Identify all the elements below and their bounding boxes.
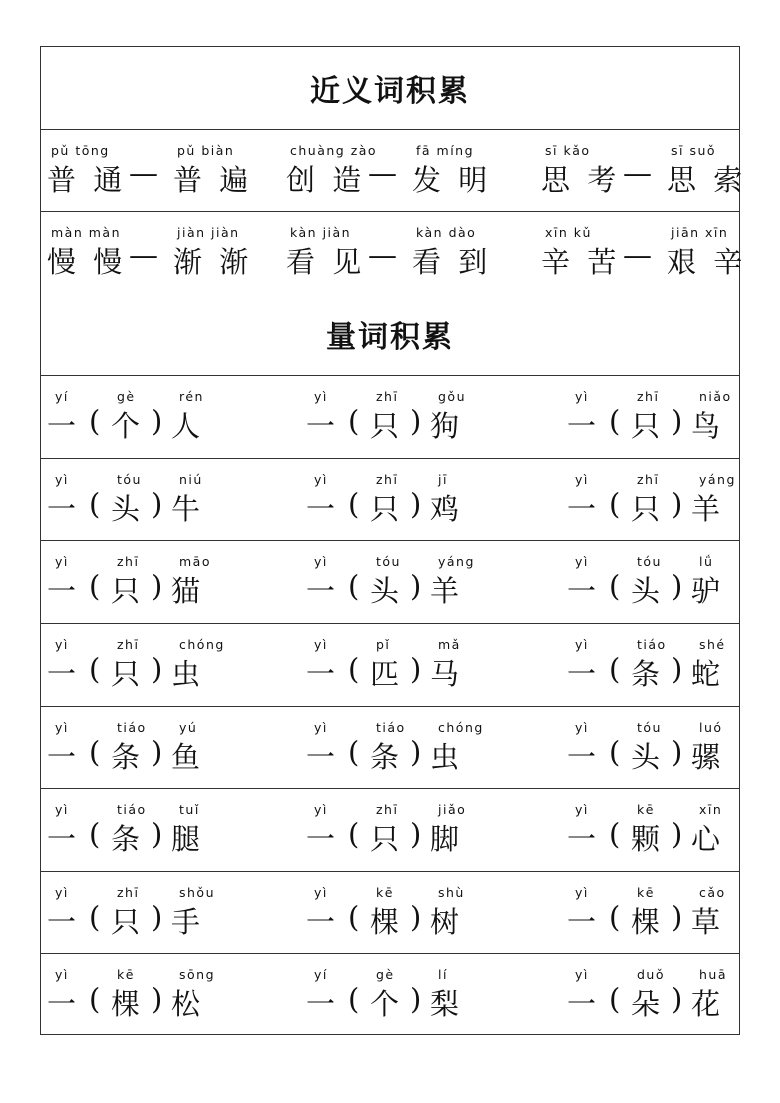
dash: — [368, 155, 397, 190]
word-a: 看 见 [286, 244, 366, 279]
measure-word-row [41, 541, 739, 624]
pinyin-noun: niǎo [699, 389, 732, 405]
pinyin-measure: gè [117, 389, 136, 405]
pinyin-noun: huā [699, 967, 728, 983]
measure-word-item [306, 872, 486, 954]
pinyin-a: xīn kǔ [545, 224, 592, 240]
number-char: 一 [567, 822, 601, 857]
number-char: 一 [47, 739, 81, 774]
pinyin-noun: shù [438, 884, 465, 900]
pinyin-b: pǔ biàn [177, 142, 235, 158]
number-char: 一 [47, 987, 81, 1022]
noun-char: 骡 [691, 739, 725, 774]
measure-words-title-row [41, 294, 739, 377]
open-paren: ( [609, 569, 625, 604]
measure-word-row [41, 872, 739, 955]
measure-word-item [306, 707, 486, 789]
measure-word: 条 [111, 739, 145, 774]
pinyin-number: yì [575, 802, 589, 818]
synonym-pair [286, 130, 492, 211]
measure-word: 头 [631, 739, 665, 774]
pinyin-b: jiàn jiàn [177, 224, 240, 240]
close-paren: ) [671, 404, 687, 439]
pinyin-number: yì [575, 554, 589, 570]
measure-word-item [306, 459, 486, 541]
close-paren: ) [671, 486, 687, 521]
number-char: 一 [47, 904, 81, 939]
pinyin-number: yì [55, 967, 69, 983]
synonym-pair [47, 130, 253, 211]
pinyin-measure: tiáo [117, 802, 147, 818]
measure-word: 棵 [370, 904, 404, 939]
word-a: 慢 慢 [47, 244, 127, 279]
word-b: 艰 辛 [667, 244, 747, 279]
number-char: 一 [567, 739, 601, 774]
word-a: 辛 苦 [541, 244, 621, 279]
pinyin-noun: cǎo [699, 884, 726, 900]
pinyin-measure: tóu [637, 554, 662, 570]
measure-word-row [41, 376, 739, 459]
open-paren: ( [348, 486, 364, 521]
number-char: 一 [567, 904, 601, 939]
close-paren: ) [151, 734, 167, 769]
synonym-pair [47, 212, 253, 294]
open-paren: ( [609, 404, 625, 439]
pinyin-noun: yáng [699, 471, 736, 487]
word-b: 普 遍 [173, 162, 253, 197]
number-char: 一 [567, 409, 601, 444]
pinyin-measure: kē [117, 967, 135, 983]
pinyin-number: yì [55, 554, 69, 570]
pinyin-noun: tuǐ [179, 802, 200, 818]
noun-char: 狗 [430, 409, 464, 444]
noun-char: 驴 [691, 574, 725, 609]
open-paren: ( [89, 651, 105, 686]
pinyin-measure: pǐ [376, 636, 391, 652]
close-paren: ) [151, 486, 167, 521]
number-char: 一 [47, 574, 81, 609]
noun-char: 鱼 [171, 739, 205, 774]
pinyin-measure: tiáo [376, 719, 406, 735]
pinyin-measure: zhī [637, 471, 660, 487]
pinyin-number: yì [575, 389, 589, 405]
pinyin-measure: tóu [637, 719, 662, 735]
measure-word: 棵 [631, 904, 665, 939]
noun-char: 草 [691, 904, 725, 939]
pinyin-noun: luó [699, 719, 723, 735]
measure-word-item [47, 459, 227, 541]
number-char: 一 [306, 987, 340, 1022]
measure-word-row [41, 707, 739, 790]
open-paren: ( [348, 899, 364, 934]
measure-word-item [567, 789, 747, 871]
close-paren: ) [671, 651, 687, 686]
measure-word-item [306, 789, 486, 871]
pinyin-number: yì [55, 802, 69, 818]
open-paren: ( [89, 569, 105, 604]
open-paren: ( [609, 651, 625, 686]
close-paren: ) [410, 569, 426, 604]
pinyin-b: jiān xīn [671, 224, 729, 240]
measure-word-item [567, 376, 747, 458]
word-b: 渐 渐 [173, 244, 253, 279]
pinyin-noun: mǎ [438, 636, 461, 652]
synonym-pair [541, 212, 747, 294]
pinyin-measure: tóu [117, 471, 142, 487]
open-paren: ( [89, 734, 105, 769]
open-paren: ( [348, 404, 364, 439]
open-paren: ( [348, 982, 364, 1017]
measure-word: 条 [370, 739, 404, 774]
synonyms-title: 近义词积累 [310, 73, 470, 109]
open-paren: ( [609, 899, 625, 934]
pinyin-number: yì [314, 554, 328, 570]
pinyin-b: fā míng [416, 142, 475, 158]
pinyin-number: yì [575, 967, 589, 983]
number-char: 一 [567, 656, 601, 691]
noun-char: 梨 [430, 987, 464, 1022]
measure-words-title: 量词积累 [326, 320, 454, 356]
measure-word-item [567, 459, 747, 541]
pinyin-b: kàn dào [416, 224, 477, 240]
pinyin-number: yì [55, 471, 69, 487]
measure-word-item [567, 872, 747, 954]
close-paren: ) [410, 404, 426, 439]
close-paren: ) [151, 899, 167, 934]
open-paren: ( [89, 486, 105, 521]
noun-char: 虫 [171, 656, 205, 691]
pinyin-a: màn màn [51, 224, 121, 240]
pinyin-noun: yáng [438, 554, 475, 570]
dash: — [623, 237, 652, 272]
pinyin-measure: zhī [376, 389, 399, 405]
close-paren: ) [410, 982, 426, 1017]
pinyin-measure: duǒ [637, 967, 666, 983]
number-char: 一 [567, 491, 601, 526]
pinyin-measure: zhī [637, 389, 660, 405]
pinyin-number: yì [314, 471, 328, 487]
measure-word: 颗 [631, 822, 665, 857]
pinyin-noun: chóng [438, 719, 484, 735]
pinyin-number: yì [314, 802, 328, 818]
noun-char: 虫 [430, 739, 464, 774]
pinyin-number: yí [314, 967, 328, 983]
measure-word: 只 [631, 409, 665, 444]
synonym-row [41, 130, 747, 212]
pinyin-measure: zhī [117, 636, 140, 652]
measure-word-item [306, 954, 486, 1037]
measure-word: 棵 [111, 987, 145, 1022]
word-b: 思 索 [667, 162, 747, 197]
measure-word: 只 [111, 574, 145, 609]
number-char: 一 [306, 822, 340, 857]
measure-word: 只 [370, 491, 404, 526]
noun-char: 脚 [430, 822, 464, 857]
word-a: 普 通 [47, 162, 127, 197]
number-char: 一 [47, 409, 81, 444]
synonym-row [41, 212, 747, 294]
noun-char: 猫 [171, 574, 205, 609]
measure-word-item [306, 624, 486, 706]
pinyin-noun: niú [179, 471, 203, 487]
measure-word: 头 [370, 574, 404, 609]
measure-word: 只 [111, 656, 145, 691]
pinyin-noun: sōng [179, 967, 216, 983]
measure-word-item [567, 541, 747, 623]
measure-word-item [47, 707, 227, 789]
pinyin-measure: kē [376, 884, 394, 900]
noun-char: 心 [691, 822, 725, 857]
measure-word: 匹 [370, 656, 404, 691]
pinyin-measure: gè [376, 967, 395, 983]
measure-word: 只 [370, 822, 404, 857]
close-paren: ) [151, 651, 167, 686]
noun-char: 马 [430, 656, 464, 691]
pinyin-number: yì [55, 719, 69, 735]
measure-word: 个 [370, 987, 404, 1022]
open-paren: ( [89, 982, 105, 1017]
measure-word: 只 [111, 904, 145, 939]
pinyin-number: yì [314, 389, 328, 405]
measure-word: 条 [111, 822, 145, 857]
pinyin-noun: yú [179, 719, 198, 735]
pinyin-noun: shǒu [179, 884, 216, 900]
measure-word: 只 [631, 491, 665, 526]
close-paren: ) [671, 734, 687, 769]
close-paren: ) [410, 734, 426, 769]
open-paren: ( [89, 404, 105, 439]
pinyin-number: yì [314, 636, 328, 652]
pinyin-measure: zhī [117, 554, 140, 570]
number-char: 一 [306, 739, 340, 774]
pinyin-a: chuàng zào [290, 142, 378, 158]
pinyin-noun: jiǎo [438, 802, 467, 818]
pinyin-measure: zhī [117, 884, 140, 900]
pinyin-noun: gǒu [438, 389, 467, 405]
number-char: 一 [567, 987, 601, 1022]
measure-word-row [41, 459, 739, 542]
close-paren: ) [671, 569, 687, 604]
noun-char: 牛 [171, 491, 205, 526]
pinyin-b: sī suǒ [671, 142, 717, 158]
pinyin-number: yì [55, 884, 69, 900]
noun-char: 人 [171, 409, 205, 444]
pinyin-number: yì [575, 471, 589, 487]
number-char: 一 [47, 491, 81, 526]
pinyin-a: kàn jiàn [290, 224, 352, 240]
measure-word: 只 [370, 409, 404, 444]
number-char: 一 [306, 491, 340, 526]
pinyin-measure: zhī [376, 802, 399, 818]
pinyin-noun: rén [179, 389, 204, 405]
open-paren: ( [89, 817, 105, 852]
worksheet [40, 46, 747, 1035]
pinyin-measure: tiáo [117, 719, 147, 735]
noun-char: 鸟 [691, 409, 725, 444]
open-paren: ( [348, 734, 364, 769]
number-char: 一 [567, 574, 601, 609]
close-paren: ) [671, 982, 687, 1017]
close-paren: ) [410, 899, 426, 934]
number-char: 一 [306, 574, 340, 609]
close-paren: ) [151, 982, 167, 1017]
pinyin-number: yì [314, 884, 328, 900]
pinyin-measure: kē [637, 802, 655, 818]
dash: — [129, 155, 158, 190]
pinyin-number: yì [314, 719, 328, 735]
noun-char: 花 [691, 987, 725, 1022]
measure-word-item [567, 954, 747, 1037]
noun-char: 蛇 [691, 656, 725, 691]
measure-word: 朵 [631, 987, 665, 1022]
synonyms-title-row [41, 47, 739, 130]
measure-word-row [41, 624, 739, 707]
measure-word-item [567, 624, 747, 706]
noun-char: 鸡 [430, 491, 464, 526]
pinyin-a: pǔ tōng [51, 142, 110, 158]
pinyin-noun: lǘ [699, 554, 714, 570]
measure-word-item [47, 872, 227, 954]
measure-word-row [41, 954, 739, 1037]
pinyin-a: sī kǎo [545, 142, 591, 158]
measure-word-item [47, 624, 227, 706]
dash: — [129, 237, 158, 272]
number-char: 一 [47, 822, 81, 857]
pinyin-noun: xīn [699, 802, 723, 818]
measure-word-item [47, 376, 227, 458]
close-paren: ) [151, 569, 167, 604]
close-paren: ) [151, 404, 167, 439]
open-paren: ( [609, 734, 625, 769]
noun-char: 松 [171, 987, 205, 1022]
number-char: 一 [47, 656, 81, 691]
open-paren: ( [89, 899, 105, 934]
noun-char: 羊 [691, 491, 725, 526]
close-paren: ) [410, 651, 426, 686]
word-b: 看 到 [412, 244, 492, 279]
pinyin-number: yí [55, 389, 69, 405]
noun-char: 树 [430, 904, 464, 939]
pinyin-measure: tiáo [637, 636, 667, 652]
measure-word-item [47, 789, 227, 871]
close-paren: ) [151, 817, 167, 852]
pinyin-number: yì [575, 719, 589, 735]
pinyin-number: yì [55, 636, 69, 652]
measure-word: 条 [631, 656, 665, 691]
pinyin-noun: shé [699, 636, 726, 652]
dash: — [368, 237, 397, 272]
noun-char: 手 [171, 904, 205, 939]
measure-word: 个 [111, 409, 145, 444]
pinyin-number: yì [575, 636, 589, 652]
measure-word-item [306, 376, 486, 458]
pinyin-noun: lí [438, 967, 448, 983]
open-paren: ( [348, 569, 364, 604]
pinyin-noun: māo [179, 554, 211, 570]
measure-word-row [41, 789, 739, 872]
pinyin-measure: tóu [376, 554, 401, 570]
noun-char: 腿 [171, 822, 205, 857]
open-paren: ( [348, 651, 364, 686]
open-paren: ( [609, 817, 625, 852]
measure-word: 头 [631, 574, 665, 609]
synonym-pair [286, 212, 492, 294]
number-char: 一 [306, 904, 340, 939]
open-paren: ( [609, 982, 625, 1017]
measure-word-item [47, 954, 227, 1037]
word-b: 发 明 [412, 162, 492, 197]
measure-word-item [47, 541, 227, 623]
close-paren: ) [671, 817, 687, 852]
measure-word-item [567, 707, 747, 789]
dash: — [623, 155, 652, 190]
pinyin-number: yì [575, 884, 589, 900]
open-paren: ( [609, 486, 625, 521]
close-paren: ) [410, 486, 426, 521]
open-paren: ( [348, 817, 364, 852]
pinyin-noun: chóng [179, 636, 225, 652]
pinyin-noun: jī [438, 471, 448, 487]
close-paren: ) [671, 899, 687, 934]
number-char: 一 [306, 409, 340, 444]
word-a: 思 考 [541, 162, 621, 197]
noun-char: 羊 [430, 574, 464, 609]
synonym-pair [541, 130, 747, 211]
pinyin-measure: kē [637, 884, 655, 900]
word-a: 创 造 [286, 162, 366, 197]
pinyin-measure: zhī [376, 471, 399, 487]
close-paren: ) [410, 817, 426, 852]
measure-word: 头 [111, 491, 145, 526]
measure-word-item [306, 541, 486, 623]
number-char: 一 [306, 656, 340, 691]
